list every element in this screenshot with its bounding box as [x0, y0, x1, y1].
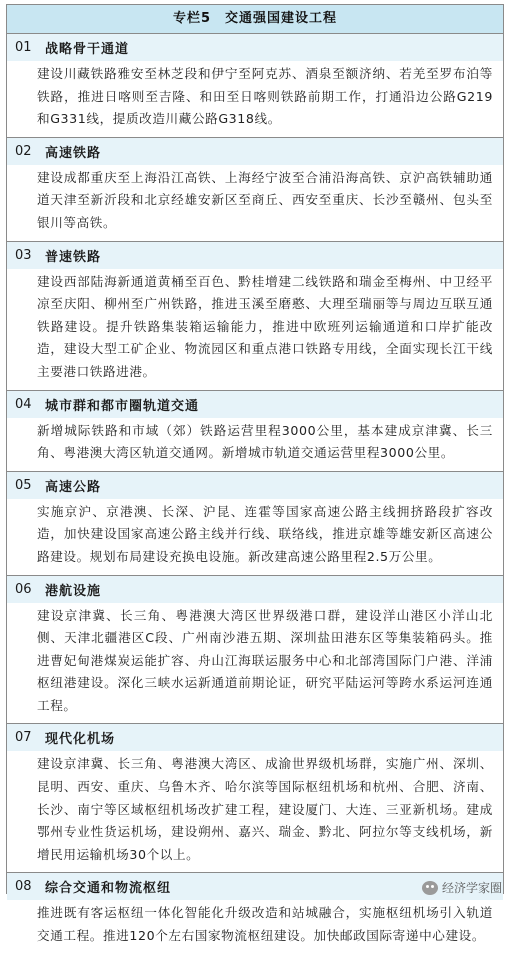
section-title: 高速铁路: [45, 142, 101, 161]
section-number: 06: [7, 582, 45, 597]
section-body: 推进既有客运枢纽一体化智能化升级改造和站城融合，实施枢纽机场引入轨道交通工程。推进120个左右国家物流枢纽建设。加快邮政国际寄递中心建设。: [7, 900, 503, 953]
section-header: [7, 472, 503, 499]
section-number: 05: [7, 478, 45, 493]
section-04: [7, 391, 503, 472]
section-body: 建设京津冀、长三角、粤港澳大湾区、成渝世界级机场群，实施广州、深圳、昆明、西安、重庆、乌鲁木齐、哈尔滨等国际枢纽机场和杭州、合肥、济南、长沙、南宁等区域枢纽机场改扩建工程，建设厦门、大连、三亚新机场。建成鄂州专业性货运机场，建设朔州、嘉兴、瑞金、黔北、阿拉尔等支线机场，新增民用运输机场30个以上。: [7, 751, 503, 872]
section-body: 建设川藏铁路雅安至林芝段和伊宁至阿克苏、酒泉至额济纳、若羌至罗布泊等铁路，推进日喀则至吉隆、和田至日喀则铁路前期工作，打通沿边公路G219和G331线，提质改造川藏公路G318线。: [7, 61, 503, 137]
section-01: [7, 34, 503, 138]
section-title: 现代化机场: [45, 728, 115, 747]
section-title: 港航设施: [45, 580, 101, 599]
section-02: [7, 138, 503, 242]
watermark: [422, 879, 502, 896]
section-body: 建设成都重庆至上海沿江高铁、上海经宁波至合浦沿海高铁、京沪高铁辅助通道天津至新沂段和北京经雄安新区至商丘、西安至重庆、长沙至赣州、包头至银川等高铁。: [7, 165, 503, 241]
wechat-icon: [422, 881, 438, 895]
section-body: 建设京津冀、长三角、粤港澳大湾区世界级港口群，建设洋山港区小洋山北侧、天津北疆港区C段、广州南沙港五期、深圳盐田港东区等集装箱码头。推进曹妃甸港煤炭运能扩容、舟山江海联运服务中心和北部湾国际门户港、洋浦枢纽港建设。深化三峡水运新通道前期论证，研究平陆运河等跨水系运河连通工程。: [7, 603, 503, 724]
section-number: 01: [7, 40, 45, 55]
section-header: [7, 724, 503, 751]
section-body: 实施京沪、京港澳、长深、沪昆、连霍等国家高速公路主线拥挤路段扩容改造，加快建设国家高速公路主线并行线、联络线，推进京雄等雄安新区高速公路建设。规划布局建设充换电设施。新改建高速公路里程2.5万公里。: [7, 499, 503, 575]
section-title: 综合交通和物流枢纽: [45, 877, 171, 896]
section-header: [7, 391, 503, 418]
section-title: 普速铁路: [45, 246, 101, 265]
section-05: [7, 472, 503, 576]
section-list: [7, 34, 503, 954]
section-title: 高速公路: [45, 476, 101, 495]
column-panel: [6, 4, 504, 894]
section-07: [7, 724, 503, 873]
section-number: 03: [7, 248, 45, 263]
section-body: 新增城际铁路和市域（郊）铁路运营里程3000公里，基本建成京津冀、长三角、粤港澳大湾区轨道交通网。新增城市轨道交通运营里程3000公里。: [7, 418, 503, 471]
column-title: 专栏5 交通强国建设工程: [7, 5, 503, 34]
section-title: 城市群和都市圈轨道交通: [45, 395, 199, 414]
watermark-label: 经济学家圈: [442, 879, 502, 896]
section-number: 07: [7, 730, 45, 745]
section-number: 04: [7, 397, 45, 412]
section-header: [7, 138, 503, 165]
section-title: 战略骨干通道: [45, 38, 129, 57]
section-header: [7, 34, 503, 61]
section-header: [7, 242, 503, 269]
section-06: [7, 576, 503, 725]
section-number: 08: [7, 879, 45, 894]
section-03: [7, 242, 503, 391]
section-number: 02: [7, 144, 45, 159]
section-body: 建设西部陆海新通道黄桶至百色、黔桂增建二线铁路和瑞金至梅州、中卫经平凉至庆阳、柳州至广州铁路，推进玉溪至磨憨、大理至瑞丽等与周边互联互通铁路建设。提升铁路集装箱运输能力，推进中欧班列运输通道和口岸扩能改造，建设大型工矿企业、物流园区和重点港口铁路专用线，全面实现长江干线主要港口铁路进港。: [7, 269, 503, 390]
section-header: [7, 576, 503, 603]
